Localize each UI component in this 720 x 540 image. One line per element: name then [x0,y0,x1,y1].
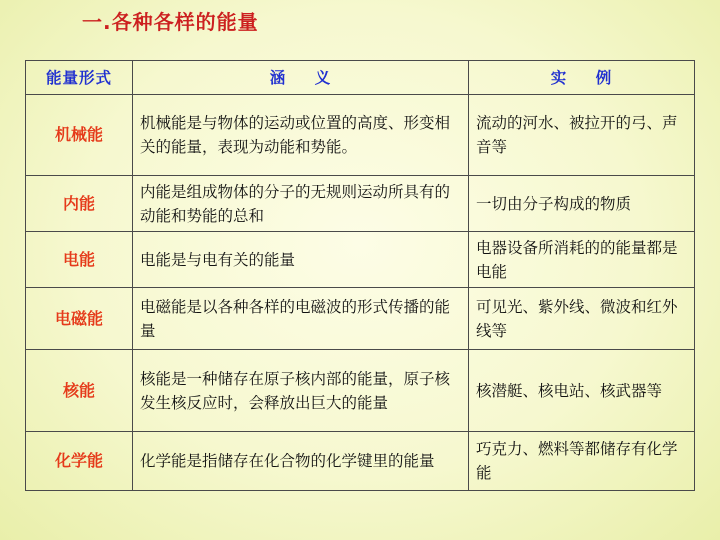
meaning-cell: 机械能是与物体的运动或位置的高度、形变相关的能量，表现为动能和势能。 [133,95,469,176]
energy-form-cell: 化学能 [26,432,133,491]
example-cell: 核潜艇、核电站、核武器等 [469,350,695,432]
meaning-cell: 核能是一种储存在原子核内部的能量，原子核发生核反应时，会释放出巨大的能量 [133,350,469,432]
table-row [26,176,695,232]
page-title: 一.各种各样的能量 [82,10,259,34]
meaning-cell: 电磁能是以各种各样的电磁波的形式传播的能量 [133,288,469,350]
example-cell: 流动的河水、被拉开的弓、声音等 [469,95,695,176]
header-meaning: 涵 义 [133,61,469,95]
example-cell: 巧克力、燃料等都储存有化学能 [469,432,695,491]
table-row [26,432,695,491]
meaning-cell: 电能是与电有关的能量 [133,232,469,288]
table-header-row [26,61,695,95]
header-example: 实 例 [469,61,695,95]
energy-form-cell: 内能 [26,176,133,232]
example-cell: 电器设备所消耗的的能量都是电能 [469,232,695,288]
example-cell: 一切由分子构成的物质 [469,176,695,232]
energy-form-cell: 核能 [26,350,133,432]
example-cell: 可见光、紫外线、微波和红外线等 [469,288,695,350]
meaning-cell: 内能是组成物体的分子的无规则运动所具有的动能和势能的总和 [133,176,469,232]
meaning-cell: 化学能是指储存在化合物的化学键里的能量 [133,432,469,491]
table-row [26,95,695,176]
energy-form-cell: 电能 [26,232,133,288]
energy-form-cell: 机械能 [26,95,133,176]
header-energy-form: 能量形式 [26,61,133,95]
table-row [26,232,695,288]
energy-form-cell: 电磁能 [26,288,133,350]
table-row [26,288,695,350]
energy-forms-table [25,60,695,491]
table-row [26,350,695,432]
